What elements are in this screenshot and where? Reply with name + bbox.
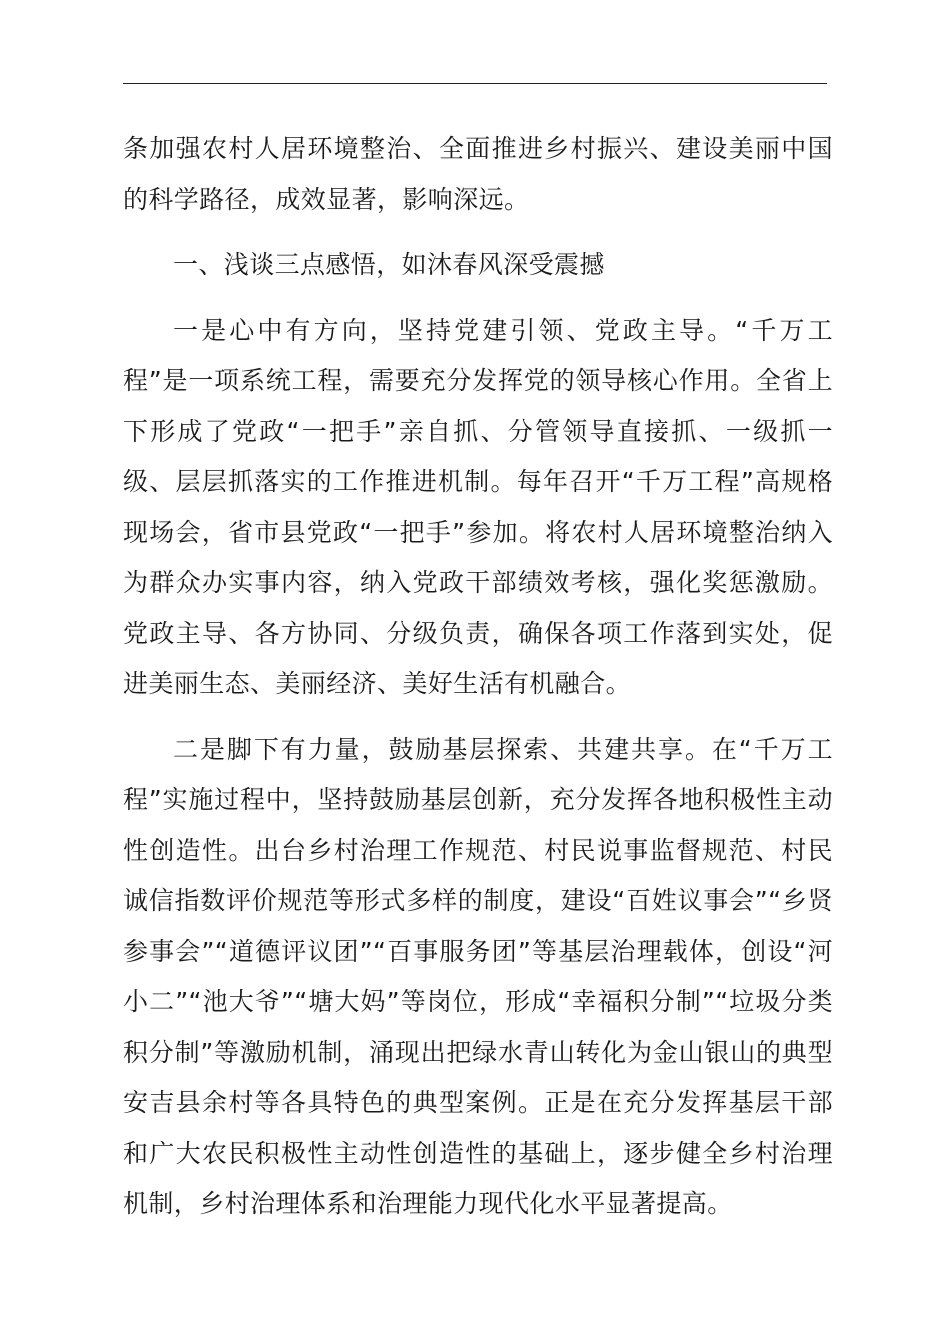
- paragraph-second-point: 二是脚下有力量，鼓励基层探索、共建共享。在“千万工程”实施过程中，坚持鼓励基层创新，充分发挥各地积极性主动性创造性。出台乡村治理工作规范、村民说事监督规范、村民诚信指数评价规范等形式多样的制度，建设“百姓议事会”“乡贤参事会”“道德评议团”“百事服务团”等基层治理载体，创设“河小二”“池大爷”“塘大妈”等岗位，形成“幸福积分制”“垃圾分类积分制”等激励机制，涌现出把绿水青山转化为金山银山的典型安吉县余村等各具特色的典型案例。正是在充分发挥基层干部和广大农民积极性主动性创造性的基础上，逐步健全乡村治理机制，乡村治理体系和治理能力现代化水平显著提高。: [123, 734, 833, 1218]
- paragraph-first-point: 一是心中有方向，坚持党建引领、党政主导。“千万工程”是一项系统工程，需要充分发挥党的领导核心作用。全省上下形成了党政“一把手”亲自抓、分管领导直接抓、一级抓一级、层层抓落实的工作推进机制。每年召开“千万工程”高规格现场会，省市县党政“一把手”参加。将农村人居环境整治纳入为群众办实事内容，纳入党政干部绩效考核，强化奖惩激励。党政主导、各方协同、分级负责，确保各项工作落到实处，促进美丽生态、美丽经济、美好生活有机融合。: [123, 315, 833, 698]
- header-rule: [123, 83, 827, 84]
- paragraph-continuation: 条加强农村人居环境整治、全面推进乡村振兴、建设美丽中国的科学路径，成效显著，影响深远。: [123, 134, 833, 214]
- section-heading: 一、浅谈三点感悟，如沐春风深受震撼: [173, 250, 605, 279]
- document-body: [123, 124, 833, 1230]
